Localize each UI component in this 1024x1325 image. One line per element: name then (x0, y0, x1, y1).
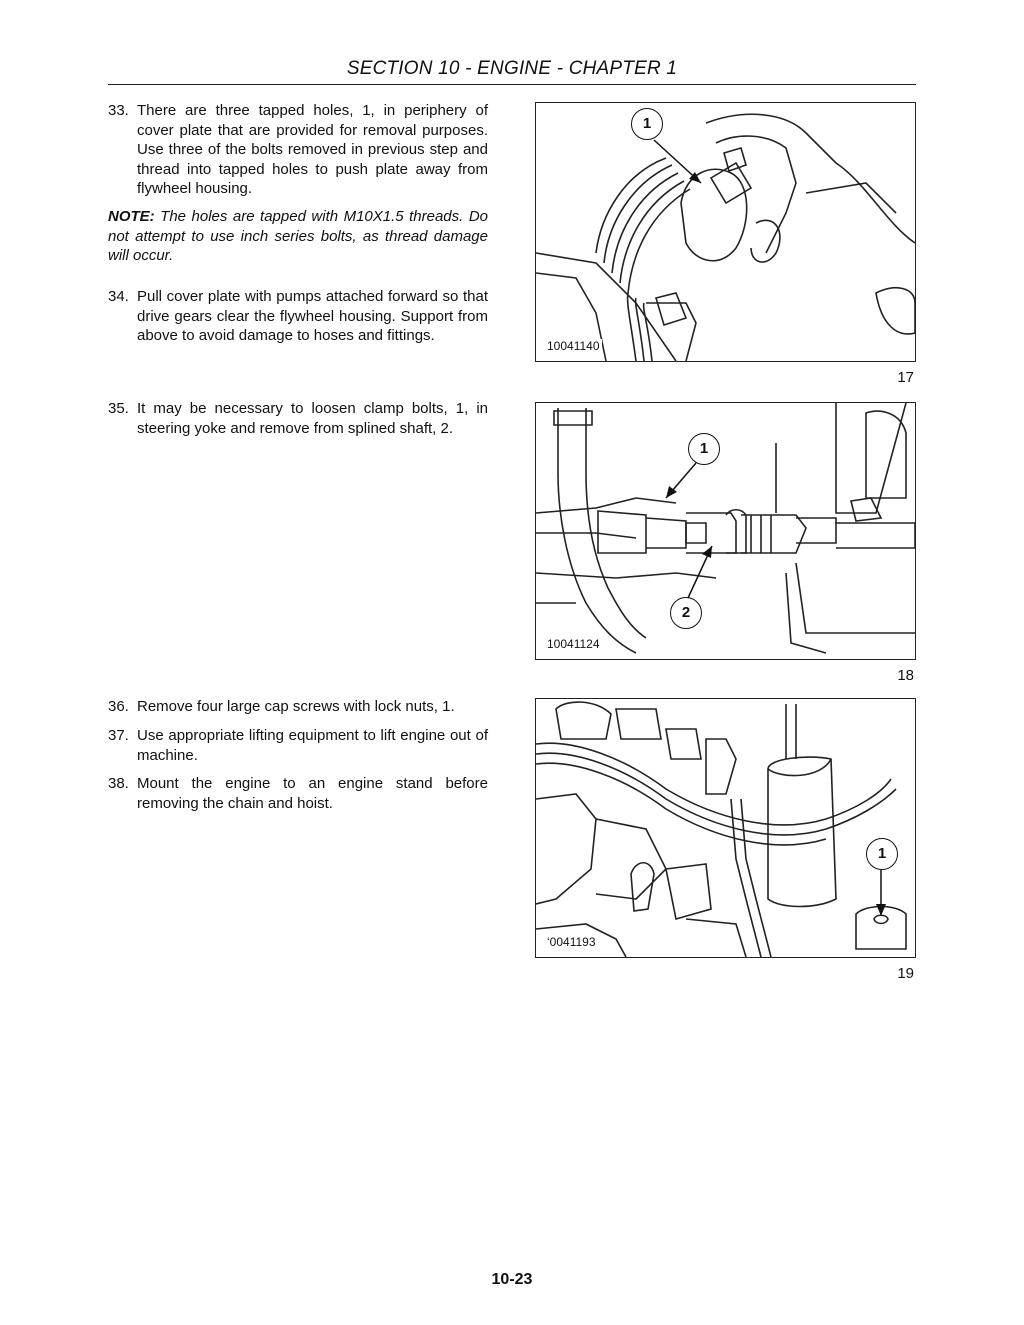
figure-id: ‘0041193 (547, 935, 596, 949)
callout-1: 1 (866, 838, 898, 870)
step-33 (108, 101, 488, 199)
figure-number: 18 (897, 667, 914, 684)
figure-number: 19 (897, 965, 914, 982)
callout-2: 2 (670, 597, 702, 629)
step-38 (108, 774, 488, 813)
step-text: Use appropriate lifting equipment to lift engine out of machine. (137, 727, 488, 764)
note-label: NOTE: (108, 208, 155, 225)
step-number: 35. (108, 400, 129, 417)
step-text: Mount the engine to an engine stand before removing the chain and hoist. (137, 775, 488, 812)
figure-18-illustration (535, 402, 916, 660)
step-number: 34. (108, 288, 129, 305)
step-35 (108, 399, 488, 438)
flywheel-cover-drawing (536, 103, 915, 361)
figure-17-illustration (535, 102, 916, 362)
step-text: There are three tapped holes, 1, in periphery of cover plate that are provided for removal purposes. Use three of the bolts removed in previous step and thread into tapped holes to push plate away from flywheel housing. (137, 102, 488, 197)
step-34 (108, 287, 488, 346)
callout-1: 1 (688, 433, 720, 465)
step-text: It may be necessary to loosen clamp bolts, 1, in steering yoke and remove from splined shaft, 2. (137, 400, 488, 437)
figure-19-illustration (535, 698, 916, 958)
steering-yoke-drawing (536, 403, 915, 659)
step-text: Pull cover plate with pumps attached forward so that drive gears clear the flywheel housing. Support from above to avoid damage to hoses and fittings. (137, 288, 488, 344)
note-text: The holes are tapped with M10X1.5 threads. Do not attempt to use inch series bolts, as thread damage will occur. (108, 208, 488, 264)
figure-id: 10041124 (547, 637, 600, 651)
step-text: Remove four large cap screws with lock nuts, 1. (137, 698, 455, 715)
step-number: 37. (108, 727, 129, 744)
callout-1: 1 (631, 108, 663, 140)
figure-id: 10041140 (547, 339, 600, 353)
note-block (108, 207, 488, 266)
step-36 (108, 697, 488, 717)
header-rule (108, 84, 916, 85)
figure-number: 17 (897, 369, 914, 386)
step-37 (108, 726, 488, 765)
section-header: SECTION 10 - ENGINE - CHAPTER 1 (346, 58, 678, 79)
engine-mount-drawing (536, 699, 915, 957)
page-number: 10-23 (491, 1271, 533, 1288)
step-number: 36. (108, 698, 129, 715)
step-number: 38. (108, 775, 129, 792)
step-number: 33. (108, 102, 129, 119)
